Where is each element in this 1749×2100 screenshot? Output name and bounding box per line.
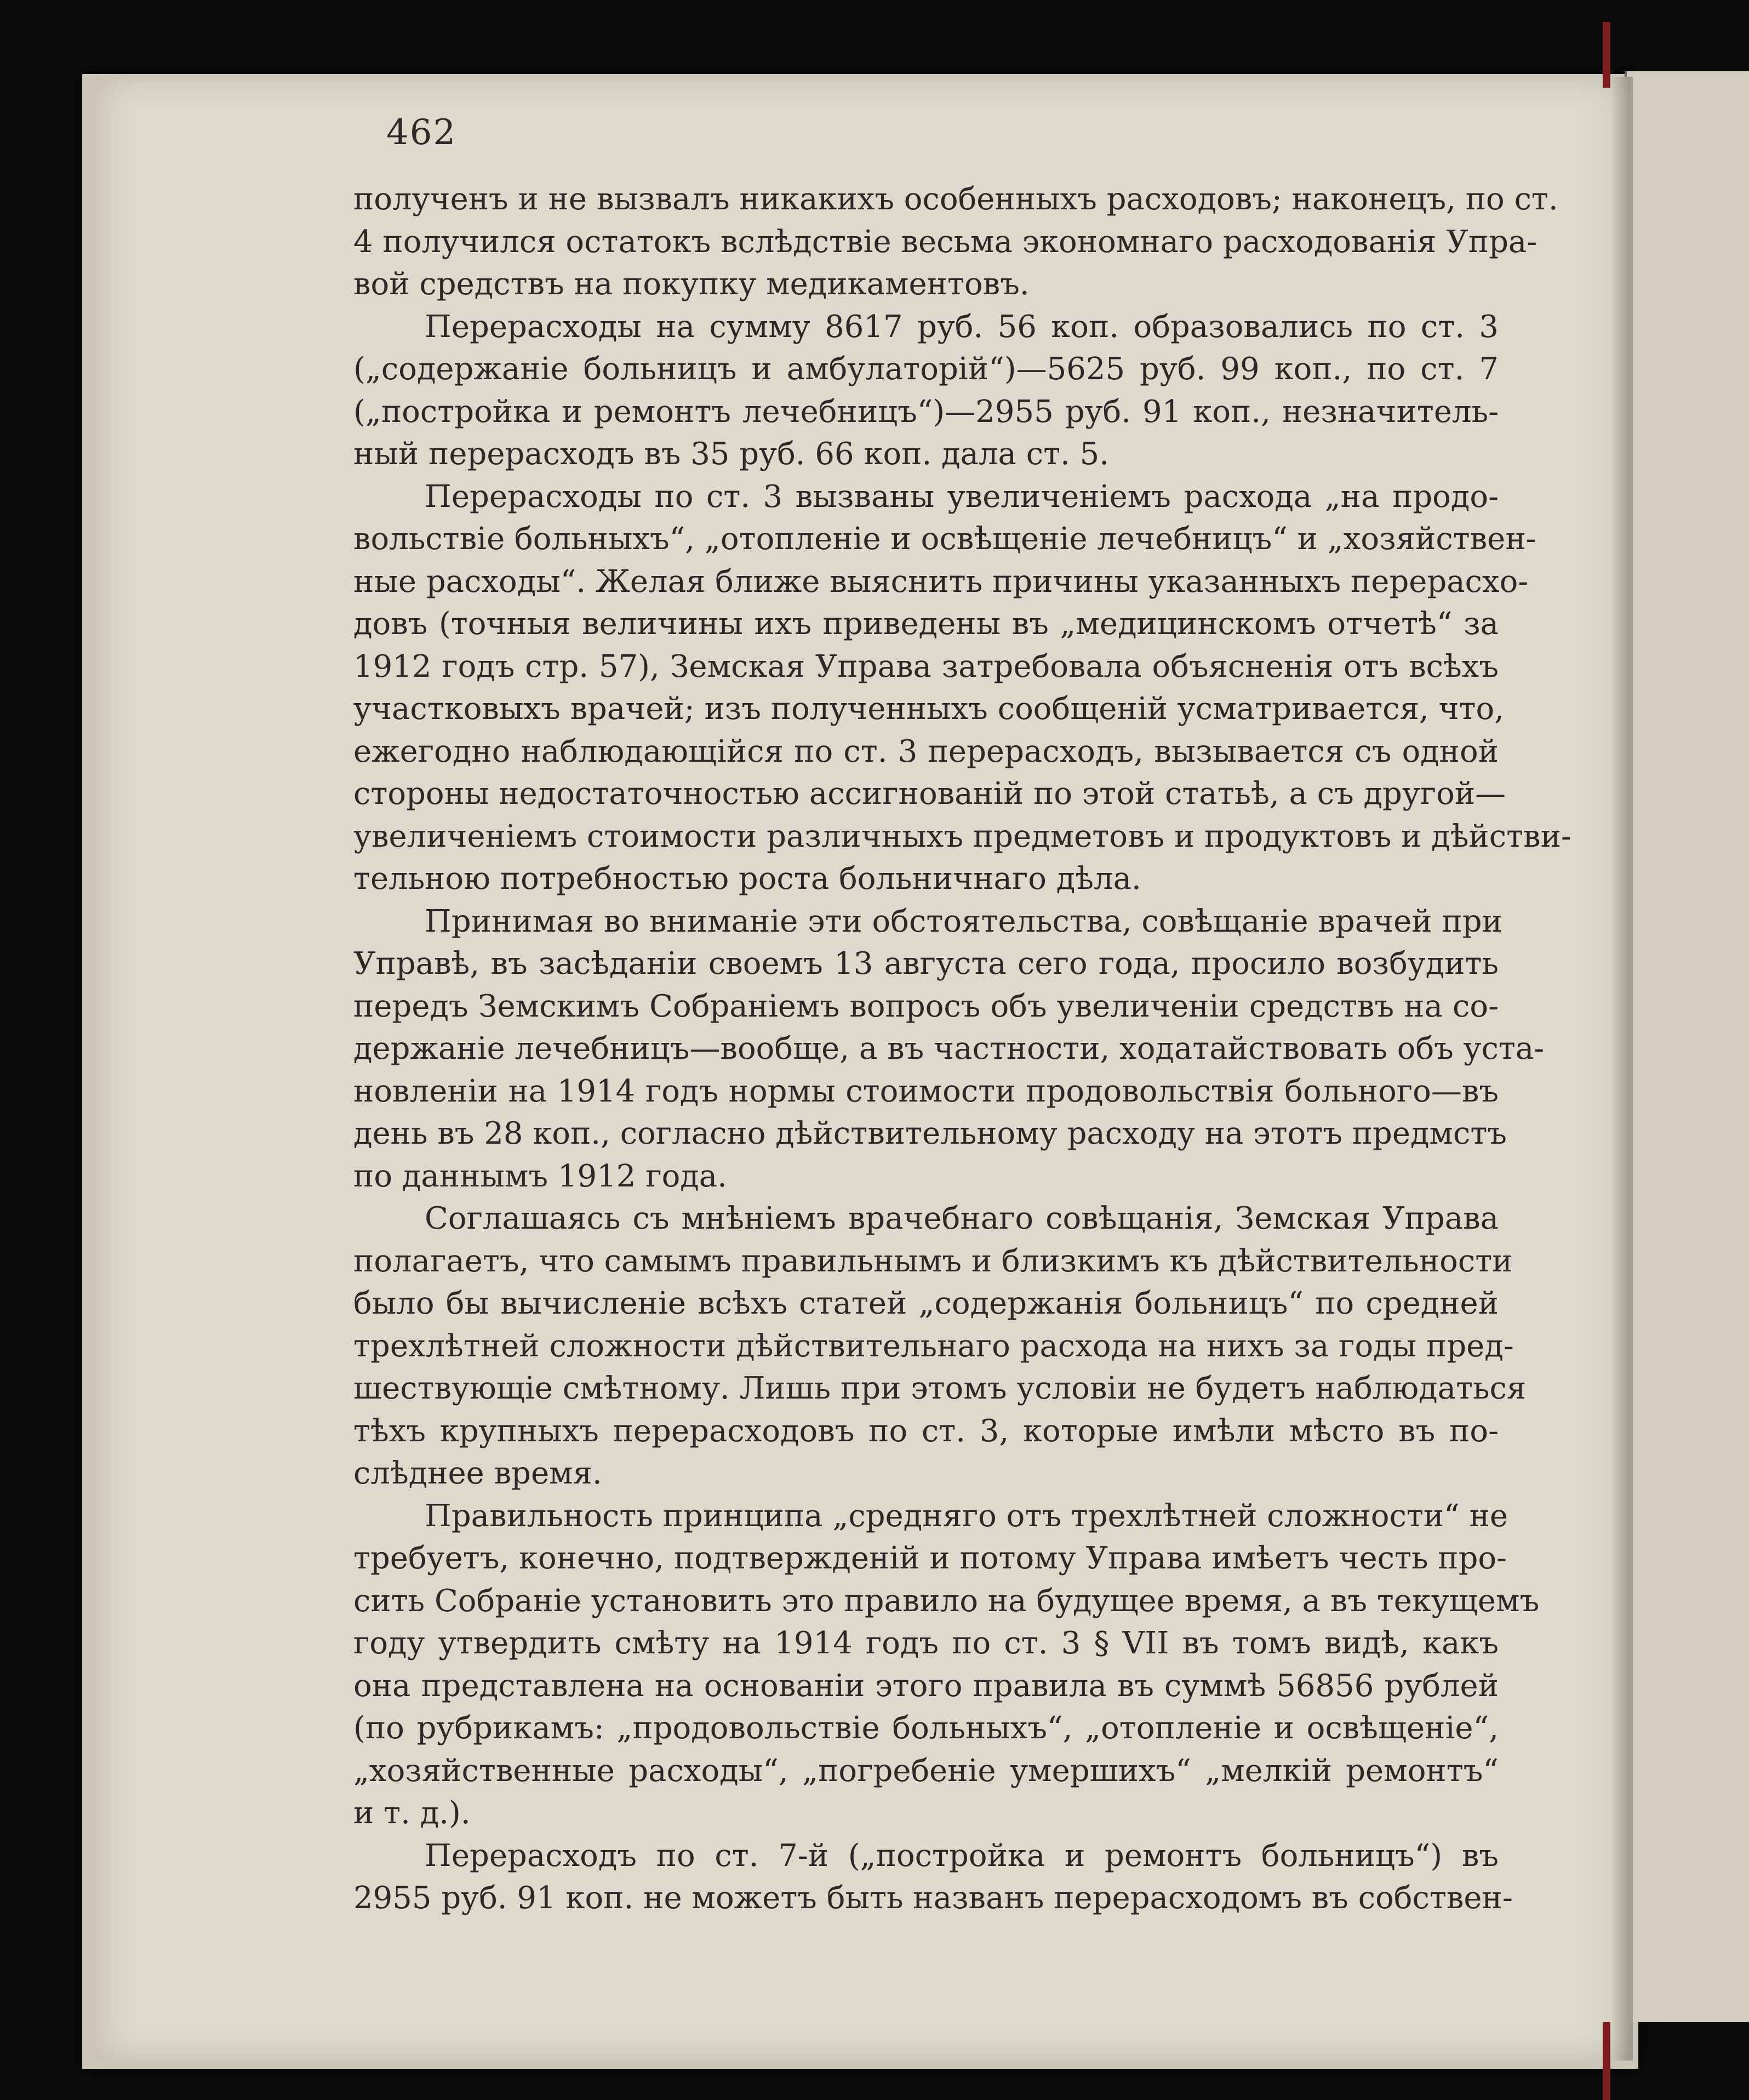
page-number: 462 — [386, 112, 457, 153]
text-line: и т. д.). — [353, 1795, 471, 1831]
text-line: трехлѣтней сложности дѣйствительнаго расхода на нихъ за годы пред- — [353, 1328, 1514, 1364]
text-line: Перерасходы по ст. 3 вызваны увеличеніемъ расхода „на продо- — [425, 478, 1499, 515]
text-line: участковыхъ врачей; изъ полученныхъ сообщеній усматривается, что, — [353, 691, 1505, 727]
text-line: передъ Земскимъ Собраніемъ вопросъ объ увеличеніи средствъ на со- — [353, 988, 1499, 1024]
page-gutter-shadow — [1611, 77, 1633, 2061]
text-line: полагаетъ, что самымъ правильнымъ и близкимъ къ дѣйствительности — [353, 1243, 1513, 1279]
text-line: („содержаніе больницъ и амбулаторій“)—5625 руб. 99 коп., по ст. 7 — [353, 351, 1499, 387]
text-line: 1912 годъ стр. 57), Земская Управа затребовала объясненія отъ всѣхъ — [353, 648, 1499, 684]
text-line: слѣднее время. — [353, 1456, 602, 1491]
facing-page-edge — [1625, 71, 1749, 2022]
text-line: стороны недостаточностью ассигнованій по этой статьѣ, а съ другой— — [353, 776, 1506, 812]
text-line: Перерасходъ по ст. 7-й („постройка и ремонтъ больницъ“) въ — [425, 1837, 1499, 1874]
text-line: году утвердить смѣту на 1914 годъ по ст. 3 § VII въ томъ видѣ, какъ — [353, 1625, 1499, 1661]
text-line: по даннымъ 1912 года. — [353, 1158, 727, 1194]
text-line: (по рубрикамъ: „продовольствіе больныхъ“, „отопленіе и освѣщеніе“, — [353, 1710, 1499, 1746]
text-line: 2955 руб. 91 коп. не можетъ быть названъ перерасходомъ въ собствен- — [353, 1880, 1513, 1916]
text-line: ежегодно наблюдающійся по ст. 3 перерасходъ, вызывается съ одной — [353, 733, 1499, 769]
text-line: тельною потребностью роста больничнаго дѣла. — [353, 861, 1141, 897]
text-line: шествующіе смѣтному. Лишь при этомъ условіи не будетъ наблюдаться — [353, 1371, 1527, 1406]
text-line: день въ 28 коп., согласно дѣйствительному расходу на этотъ предмстъ — [353, 1116, 1507, 1151]
text-line: („постройка и ремонтъ лечебницъ“)—2955 руб. 91 коп., незначитель- — [353, 393, 1499, 430]
text-line: она представлена на основаніи этого правила въ суммѣ 56856 рублей — [353, 1668, 1499, 1704]
text-line: „хозяйственные расходы“, „погребеніе умершихъ“ „мелкій ремонтъ“ — [353, 1753, 1499, 1789]
text-line: вольствіе больныхъ“, „отопленіе и освѣщеніе лечебницъ“ и „хозяйствен- — [353, 521, 1536, 557]
ribbon-bookmark-bottom — [1603, 2022, 1610, 2100]
text-line: увеличеніемъ стоимости различныхъ предметовъ и продуктовъ и дѣйстви- — [353, 818, 1571, 854]
text-line: 4 получился остатокъ вслѣдствіе весьма экономнаго расходованія Упра- — [353, 224, 1537, 260]
text-line: новленіи на 1914 годъ нормы стоимости продовольствія больного—въ — [353, 1073, 1499, 1109]
ribbon-bookmark-top — [1603, 22, 1610, 88]
text-line: ный перерасходъ въ 35 руб. 66 коп. дала ст. 5. — [353, 436, 1110, 472]
text-line: тѣхъ крупныхъ перерасходовъ по ст. 3, которые имѣли мѣсто въ по- — [353, 1413, 1499, 1449]
text-line: было бы вычисленіе всѣхъ статей „содержанія больницъ“ по средней — [353, 1286, 1499, 1321]
text-line: сить Собраніе установить это правило на будущее время, а въ текущемъ — [353, 1583, 1540, 1619]
text-line: Соглашаясь съ мнѣніемъ врачебнаго совѣщанія, Земская Управа — [425, 1201, 1499, 1236]
text-line: полученъ и не вызвалъ никакихъ особенныхъ расходовъ; наконецъ, по ст. — [353, 181, 1558, 217]
text-line: Принимая во вниманіе эти обстоятельства, совѣщаніе врачей при — [425, 903, 1502, 939]
text-line: ные расходы“. Желая ближе выяснить причины указанныхъ перерасхо- — [353, 563, 1529, 600]
text-line: требуетъ, конечно, подтвержденій и потому Управа имѣетъ честь про- — [353, 1540, 1507, 1576]
text-line: вой средствъ на покупку медикаментовъ. — [353, 266, 1030, 302]
body-text — [353, 178, 1571, 1920]
text-line: довъ (точныя величины ихъ приведены въ „медицинскомъ отчетѣ“ за — [353, 606, 1499, 642]
text-line: Правильность принципа „средняго отъ трехлѣтней сложности“ не — [425, 1498, 1508, 1534]
text-line: держаніе лечебницъ—вообще, а въ частности, ходатайствовать объ уста- — [353, 1031, 1545, 1066]
text-line: Управѣ, въ засѣданіи своемъ 13 августа сего года, просило возбудить — [353, 946, 1499, 981]
text-line: Перерасходы на сумму 8617 руб. 56 коп. образовались по ст. 3 — [425, 309, 1499, 345]
